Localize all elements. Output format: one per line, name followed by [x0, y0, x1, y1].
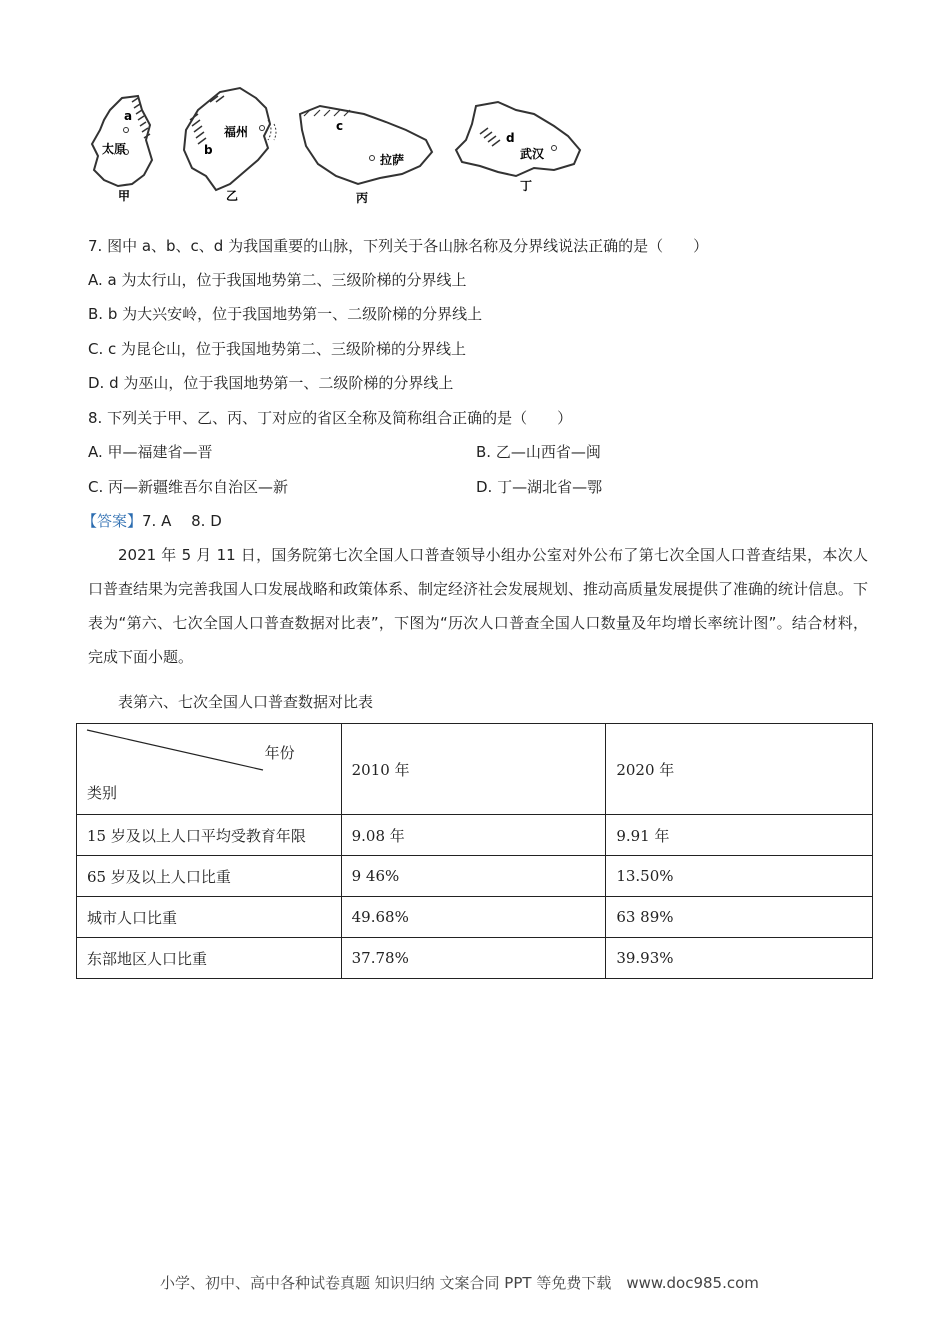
map-city-fuzhou: 福州 — [224, 125, 249, 139]
map-ding-svg — [450, 92, 590, 202]
answer-tag: 【答案】 — [82, 512, 143, 530]
q8-option-a: A. 甲—福建省—晋 — [88, 443, 213, 461]
map-mountain-c: c — [336, 119, 344, 133]
header-2020: 2020 年 — [606, 724, 873, 815]
map-yi — [184, 88, 276, 203]
answer-text: 7. A 8. D — [142, 512, 222, 530]
row-label: 东部地区人口比重 — [77, 938, 342, 979]
map-ding — [456, 102, 580, 193]
map-mountain-d: d — [506, 131, 515, 145]
row-label: 15 岁及以上人口平均受教育年限 — [77, 815, 342, 856]
row-value-2020: 9.91 年 — [606, 815, 873, 856]
row-value-2020: 63 89% — [606, 897, 873, 938]
map-jia — [92, 96, 152, 203]
map-region-jia: 甲 — [118, 189, 131, 203]
map-region-yi: 乙 — [226, 189, 239, 203]
map-mountain-b: b — [204, 143, 213, 157]
province-maps — [80, 80, 460, 210]
header-category: 类别 — [87, 784, 118, 802]
passage: 2021 年 5 月 11 日，国务院第七次全国人口普查领导小组办公室对外公布了第七次全国人口普查结果，本次人口普查结果为完善我国人口发展战略和政策体系、制定经济社会发展规划、推动高质量发展提供了准确的统计信息。下表为“第六、七次全国人口普查数据对比表”，下图为“历次人口普查全国人口数量及年均增长率统计图”。结合材料，完成下面小题。 — [88, 546, 869, 666]
table-caption: 表第六、七次全国人口普查数据对比表 — [118, 693, 374, 711]
row-value-2020: 39.93% — [606, 938, 873, 979]
q7-option-b: B. b 为大兴安岭，位于我国地势第一、二级阶梯的分界线上 — [88, 305, 483, 323]
row-value-2010: 9.08 年 — [341, 815, 606, 856]
map-mountain-a: a — [124, 109, 133, 123]
row-value-2010: 49.68% — [341, 897, 606, 938]
table-diagonal-header — [77, 724, 342, 815]
q8-option-d: D. 丁—湖北省—鄂 — [476, 478, 603, 496]
q8-stem: 8. 下列关于甲、乙、丙、丁对应的省区全称及简称组合正确的是（ ） — [88, 409, 573, 427]
map-region-ding: 丁 — [520, 179, 533, 193]
row-value-2010: 9 46% — [341, 856, 606, 897]
map-bing — [300, 106, 432, 205]
row-label: 65 岁及以上人口比重 — [77, 856, 342, 897]
table-row — [77, 938, 873, 979]
q7-option-d: D. d 为巫山，位于我国地势第一、二级阶梯的分界线上 — [88, 374, 454, 392]
row-value-2010: 37.78% — [341, 938, 606, 979]
map-city-taiyuan: 太原 — [102, 142, 127, 156]
answer-line — [82, 511, 222, 531]
map-region-bing: 丙 — [356, 191, 369, 205]
q7-stem: 7. 图中 a、b、c、d 为我国重要的山脉，下列关于各山脉名称及分界线说法正确的是（ ） — [88, 237, 709, 255]
header-2010: 2010 年 — [341, 724, 606, 815]
q8-option-c: C. 丙—新疆维吾尔自治区—新 — [88, 478, 289, 496]
table-row — [77, 897, 873, 938]
header-year: 年份 — [264, 744, 295, 762]
q7-option-a: A. a 为太行山，位于我国地势第二、三级阶梯的分界线上 — [88, 271, 467, 289]
table-header-row — [77, 724, 873, 815]
map-city-lhasa: 拉萨 — [380, 153, 405, 167]
table-row — [77, 856, 873, 897]
row-label: 城市人口比重 — [77, 897, 342, 938]
page-footer: 小学、初中、高中各种试卷真题 知识归纳 文案合同 PPT 等免费下载 www.doc985.com — [160, 1274, 759, 1292]
census-table — [76, 723, 873, 979]
map-city-wuhan: 武汉 — [520, 147, 545, 161]
table-row — [77, 815, 873, 856]
q8-option-b: B. 乙—山西省—闽 — [476, 443, 601, 461]
row-value-2020: 13.50% — [606, 856, 873, 897]
q7-option-c: C. c 为昆仑山，位于我国地势第二、三级阶梯的分界线上 — [88, 340, 467, 358]
